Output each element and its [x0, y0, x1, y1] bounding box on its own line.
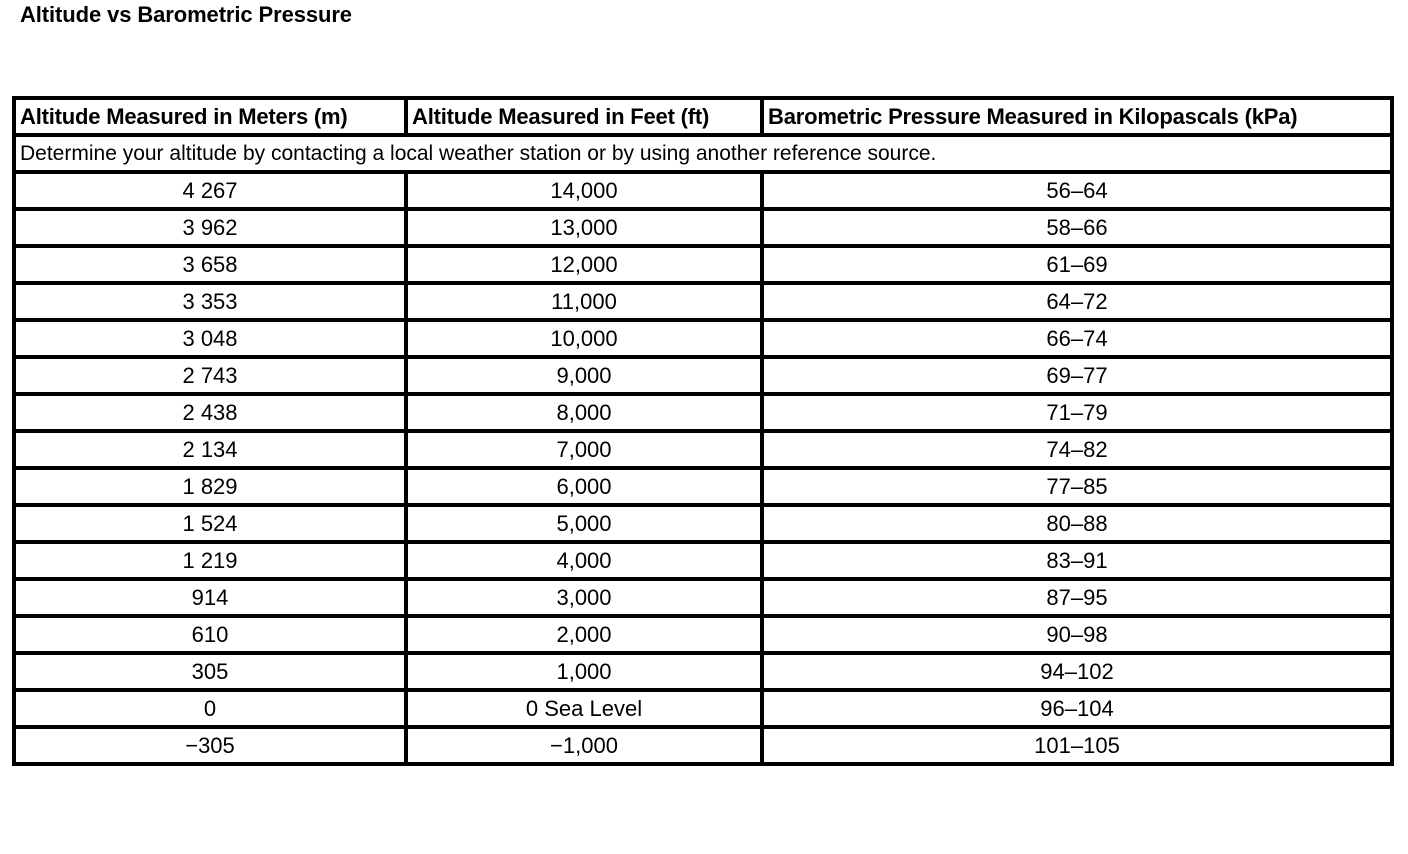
cell-pressure: 56–64: [762, 172, 1392, 209]
table-row: [14, 727, 1392, 764]
cell-pressure: 77–85: [762, 468, 1392, 505]
table-row: [14, 320, 1392, 357]
table-row: [14, 246, 1392, 283]
cell-pressure: 66–74: [762, 320, 1392, 357]
table-row: [14, 579, 1392, 616]
note-cell: Determine your altitude by contacting a local weather station or by using another reference source.: [14, 135, 1392, 172]
cell-feet: 11,000: [406, 283, 762, 320]
cell-feet: 13,000: [406, 209, 762, 246]
cell-feet: −1,000: [406, 727, 762, 764]
cell-meters: 1 219: [14, 542, 406, 579]
cell-feet: 7,000: [406, 431, 762, 468]
cell-pressure: 83–91: [762, 542, 1392, 579]
cell-feet: 5,000: [406, 505, 762, 542]
cell-pressure: 94–102: [762, 653, 1392, 690]
cell-pressure: 71–79: [762, 394, 1392, 431]
cell-feet: 6,000: [406, 468, 762, 505]
altitude-pressure-table-container: [12, 96, 1390, 766]
cell-feet: 1,000: [406, 653, 762, 690]
page-title: Altitude vs Barometric Pressure: [20, 2, 352, 27]
header-meters: Altitude Measured in Meters (m): [14, 98, 406, 135]
cell-feet: 0 Sea Level: [406, 690, 762, 727]
cell-meters: 0: [14, 690, 406, 727]
header-feet: Altitude Measured in Feet (ft): [406, 98, 762, 135]
cell-feet: 9,000: [406, 357, 762, 394]
table-row: [14, 468, 1392, 505]
cell-pressure: 90–98: [762, 616, 1392, 653]
cell-meters: 3 048: [14, 320, 406, 357]
cell-meters: 3 353: [14, 283, 406, 320]
table-row: [14, 653, 1392, 690]
header-row: [14, 98, 1392, 135]
table-row: [14, 431, 1392, 468]
cell-feet: 2,000: [406, 616, 762, 653]
cell-meters: 2 438: [14, 394, 406, 431]
cell-meters: 1 524: [14, 505, 406, 542]
table-row: [14, 209, 1392, 246]
cell-meters: 610: [14, 616, 406, 653]
table-row: [14, 357, 1392, 394]
cell-pressure: 96–104: [762, 690, 1392, 727]
cell-feet: 3,000: [406, 579, 762, 616]
cell-meters: 1 829: [14, 468, 406, 505]
table-row: [14, 394, 1392, 431]
cell-pressure: 87–95: [762, 579, 1392, 616]
cell-meters: 3 962: [14, 209, 406, 246]
cell-meters: 2 134: [14, 431, 406, 468]
table-row: [14, 542, 1392, 579]
cell-meters: 4 267: [14, 172, 406, 209]
cell-feet: 10,000: [406, 320, 762, 357]
cell-feet: 14,000: [406, 172, 762, 209]
cell-feet: 4,000: [406, 542, 762, 579]
table-row: [14, 172, 1392, 209]
cell-meters: −305: [14, 727, 406, 764]
note-row: [14, 135, 1392, 172]
table-row: [14, 283, 1392, 320]
cell-pressure: 64–72: [762, 283, 1392, 320]
cell-pressure: 69–77: [762, 357, 1392, 394]
cell-pressure: 58–66: [762, 209, 1392, 246]
cell-pressure: 74–82: [762, 431, 1392, 468]
table-row: [14, 690, 1392, 727]
cell-pressure: 101–105: [762, 727, 1392, 764]
cell-meters: 914: [14, 579, 406, 616]
cell-meters: 305: [14, 653, 406, 690]
cell-feet: 12,000: [406, 246, 762, 283]
cell-meters: 2 743: [14, 357, 406, 394]
cell-feet: 8,000: [406, 394, 762, 431]
cell-meters: 3 658: [14, 246, 406, 283]
altitude-pressure-table: [12, 96, 1394, 766]
table-body: [14, 135, 1392, 764]
header-pressure: Barometric Pressure Measured in Kilopascals (kPa): [762, 98, 1392, 135]
cell-pressure: 80–88: [762, 505, 1392, 542]
cell-pressure: 61–69: [762, 246, 1392, 283]
table-row: [14, 616, 1392, 653]
table-row: [14, 505, 1392, 542]
